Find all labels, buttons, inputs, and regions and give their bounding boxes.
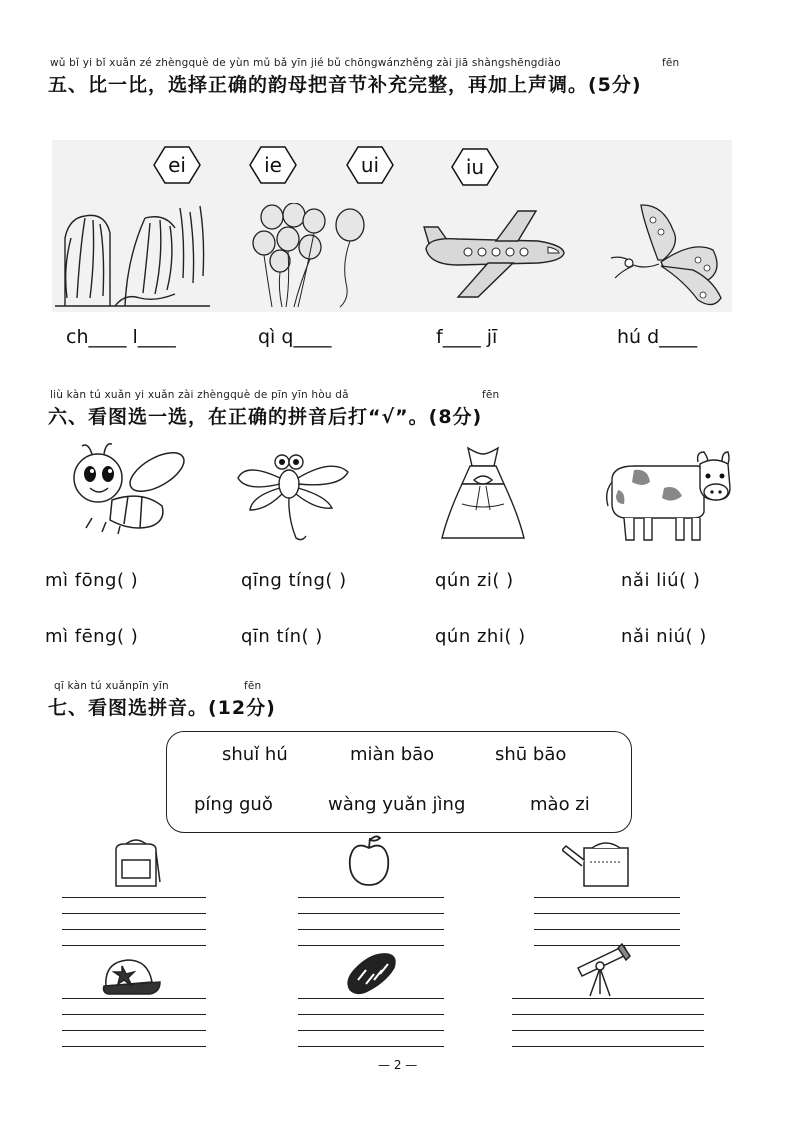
page-number: — 2 — <box>378 1058 418 1072</box>
option-hexagon-ie: ie <box>249 146 297 184</box>
answer-line[interactable] <box>62 913 206 914</box>
butterfly-picture <box>603 200 728 310</box>
answer-line[interactable] <box>512 1014 704 1015</box>
answer-line[interactable] <box>534 897 680 898</box>
section6-fen-pinyin: fēn <box>482 389 500 401</box>
dress-picture <box>438 444 528 542</box>
answer-line[interactable] <box>298 1014 444 1015</box>
choice-dress-2[interactable]: qún zhi( ) <box>435 626 526 647</box>
section7-title: 七、看图选拼音。(12分) <box>48 697 276 719</box>
apple-picture <box>346 834 392 888</box>
section6-pinyin: liù kàn tú xuǎn yi xuǎn zài zhèngquè de pīn yīn hòu dǎ <box>50 389 349 401</box>
dragonfly-picture <box>236 448 351 543</box>
answer-line[interactable] <box>512 998 704 999</box>
answer-line[interactable] <box>62 1014 206 1015</box>
word-bank-item: miàn bāo <box>350 744 435 765</box>
answer-line[interactable] <box>298 945 444 946</box>
choice-bee-2[interactable]: mì fēng( ) <box>45 626 139 647</box>
fill-blank-willow: ch____ l____ <box>66 326 176 348</box>
option-hexagon-ei: ei <box>153 146 201 184</box>
answer-line[interactable] <box>62 929 206 930</box>
choice-dragonfly-1[interactable]: qīng tíng( ) <box>241 570 347 591</box>
answer-line[interactable] <box>62 1030 206 1031</box>
word-bank-item: píng guǒ <box>194 794 273 815</box>
answer-line[interactable] <box>298 897 444 898</box>
answer-line[interactable] <box>534 913 680 914</box>
answer-line[interactable] <box>62 998 206 999</box>
answer-line[interactable] <box>298 998 444 999</box>
bee-picture <box>62 440 192 535</box>
answer-line[interactable] <box>298 1046 444 1047</box>
answer-line[interactable] <box>62 897 206 898</box>
fill-blank-butterfly: hú d____ <box>617 326 698 348</box>
bread-picture <box>344 950 398 996</box>
answer-line[interactable] <box>62 1046 206 1047</box>
answer-line[interactable] <box>298 913 444 914</box>
kettle-picture <box>562 838 634 890</box>
balloons-picture <box>250 203 380 308</box>
answer-line[interactable] <box>512 1030 704 1031</box>
section6-title: 六、看图选一选，在正确的拼音后打“√”。(8分) <box>48 406 483 428</box>
option-hexagon-iu: iu <box>451 148 499 186</box>
answer-line[interactable] <box>534 929 680 930</box>
schoolbag-picture <box>110 836 162 892</box>
section7-fen-pinyin: fēn <box>244 680 262 692</box>
word-bank-item: wàng yuǎn jìng <box>328 794 466 815</box>
word-bank-item: shuǐ hú <box>222 744 288 765</box>
option-hexagon-ui: ui <box>346 146 394 184</box>
answer-line[interactable] <box>512 1046 704 1047</box>
fill-blank-balloon: qì q____ <box>258 326 332 348</box>
word-bank-item: mào zi <box>530 794 590 815</box>
fill-blank-airplane: f____ jī <box>436 326 498 348</box>
answer-line[interactable] <box>298 929 444 930</box>
airplane-picture <box>418 207 568 302</box>
choice-dress-1[interactable]: qún zi( ) <box>435 570 514 591</box>
choice-cow-2[interactable]: nǎi niú( ) <box>621 626 707 647</box>
telescope-picture <box>574 942 632 998</box>
answer-line[interactable] <box>298 1030 444 1031</box>
choice-bee-1[interactable]: mì fōng( ) <box>45 570 139 591</box>
choice-dragonfly-2[interactable]: qīn tín( ) <box>241 626 323 647</box>
cap-picture <box>98 952 162 998</box>
section7-pinyin: qī kàn tú xuǎnpīn yīn <box>54 680 169 692</box>
willow-trees-picture <box>55 198 210 308</box>
choice-cow-1[interactable]: nǎi liú( ) <box>621 570 701 591</box>
word-bank-item: shū bāo <box>495 744 567 765</box>
section5-fen-pinyin: fēn <box>662 57 680 69</box>
section5-title: 五、比一比，选择正确的韵母把音节补充完整，再加上声调。(5分) <box>48 74 642 96</box>
answer-line[interactable] <box>62 945 206 946</box>
section5-pinyin: wǔ bǐ yi bǐ xuǎn zé zhèngquè de yùn mǔ bǎ yīn jié bǔ chōngwánzhěng zài jiā shàngshēngdiào <box>50 57 561 69</box>
cow-picture <box>604 448 734 543</box>
